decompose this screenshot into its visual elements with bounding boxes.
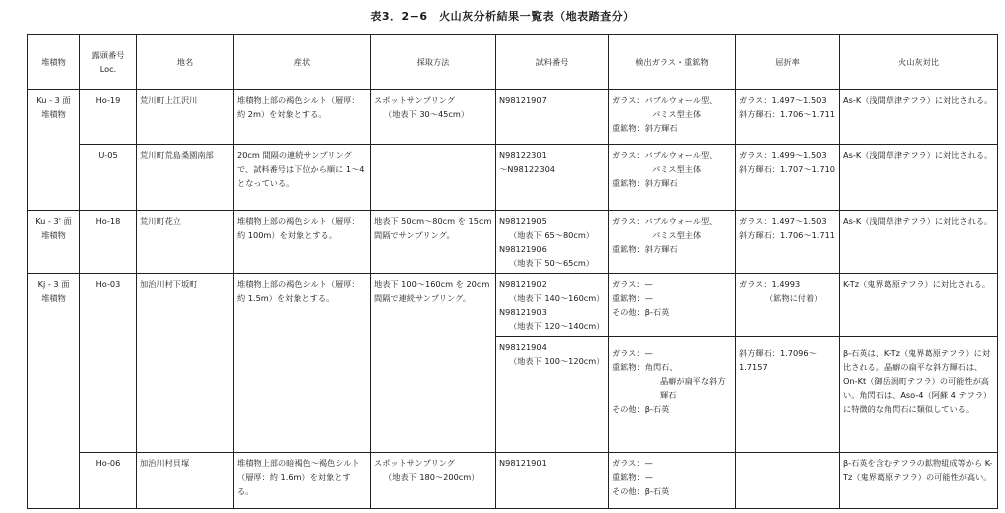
glass-cell	[609, 90, 736, 145]
stratum-name: Ku - 3' 面	[35, 216, 72, 226]
refraction-cell	[736, 274, 840, 337]
glass-line: パミス型主体	[652, 164, 702, 174]
loc-cell: U-05	[80, 145, 137, 211]
stratum-cell	[28, 274, 80, 509]
header-loc-sub: Loc.	[99, 64, 117, 74]
glass-cell	[609, 274, 736, 337]
glass-line: パミス型主体	[652, 109, 702, 119]
stratum-name: Kj - 3 面	[37, 279, 70, 289]
glass-line: 重鉱物：—	[612, 472, 653, 482]
sample-line: 〜N98122304	[499, 164, 555, 174]
glass-line: ガラス：バブルウォール型、	[612, 216, 718, 226]
sample-line: N98121902	[499, 279, 547, 289]
method-cell: 地表下 100〜160cm を 20cm 間隔で連続サンプリング。	[371, 274, 496, 453]
glass-line: パミス型主体	[652, 230, 702, 240]
method-depth: （地表下 30〜45cm）	[384, 109, 470, 119]
sample-line: N98122301	[499, 150, 547, 160]
loc-cell: Ho-03	[80, 274, 137, 453]
loc-cell: Ho-18	[80, 211, 137, 274]
glass-line: ガラス：—	[612, 279, 653, 289]
sample-depth: （地表下 100〜120cm）	[509, 356, 605, 366]
header-stratum: 堆積物	[28, 35, 80, 90]
place-cell: 荒川町上江沢川	[137, 90, 234, 145]
sample-cell: N98121901	[496, 453, 609, 509]
header-glass: 検出ガラス・重鉱物	[609, 35, 736, 90]
sample-cell: N98121907	[496, 90, 609, 145]
sample-depth: （地表下 50〜65cm）	[509, 258, 595, 268]
refraction-line: 斜方輝石：1.707〜1.710	[739, 164, 836, 174]
method-cell	[371, 453, 496, 509]
occurrence-cell: 堆積物上部の暗褐色〜褐色シルト（層厚：約 1.6m）を対象とする。	[234, 453, 371, 509]
glass-line: その他：β-石英	[612, 404, 670, 414]
glass-line: ガラス：—	[612, 348, 653, 358]
stratum-type: 堆積物	[41, 230, 66, 240]
glass-line: その他：β-石英	[612, 307, 670, 317]
method-cell	[371, 90, 496, 145]
refraction-line: ガラス：1.497〜1.503	[739, 95, 827, 105]
method-line: スポットサンプリング	[374, 95, 455, 105]
refraction-line: ガラス：1.4993	[739, 279, 801, 289]
stratum-name: Ku - 3 面	[36, 95, 71, 105]
glass-cell	[609, 211, 736, 274]
refraction-cell	[736, 211, 840, 274]
glass-line: その他：β-石英	[612, 486, 670, 496]
refraction-line: 斜方輝石：1.706〜1.711	[739, 109, 836, 119]
comparison-cell	[840, 337, 998, 453]
refraction-note: （鉱物に付着）	[765, 293, 823, 303]
header-loc	[80, 35, 137, 90]
stratum-type: 堆積物	[41, 293, 66, 303]
glass-line: ガラス：バブルウォール型、	[612, 95, 718, 105]
place-cell: 荒川町荒島桑園南部	[137, 145, 234, 211]
header-method: 採取方法	[371, 35, 496, 90]
place-cell: 加治川村下坂町	[137, 274, 234, 453]
loc-cell: Ho-19	[80, 90, 137, 145]
place-cell: 加治川村貝塚	[137, 453, 234, 509]
table-row	[28, 145, 998, 211]
loc-cell: Ho-06	[80, 453, 137, 509]
refraction-cell	[736, 453, 840, 509]
header-comparison: 火山灰対比	[840, 35, 998, 90]
sample-line: N98121903	[499, 307, 547, 317]
sample-depth: （地表下 120〜140cm）	[509, 321, 605, 331]
glass-line: 重鉱物：角閃石、	[612, 362, 678, 372]
glass-cell	[609, 453, 736, 509]
comparison-cell: K-Tz（鬼界葛原テフラ）に対比される。	[840, 274, 998, 337]
glass-line: 重鉱物：斜方輝石	[612, 178, 678, 188]
sample-cell	[496, 145, 609, 211]
method-line: スポットサンプリング	[374, 458, 455, 468]
sample-line: N98121904	[499, 342, 547, 352]
header-occurrence: 産状	[234, 35, 371, 90]
table-row	[28, 453, 998, 509]
refraction-cell	[736, 337, 840, 453]
header-loc-label: 露頭番号	[91, 50, 125, 60]
table-title: 表3．2−6 火山灰分析結果一覧表（地表踏査分）	[370, 10, 635, 23]
glass-line: 重鉱物：斜方輝石	[612, 123, 678, 133]
comparison-cell: As-K（浅間草津テフラ）に対比される。	[840, 145, 998, 211]
comparison-cell: As-K（浅間草津テフラ）に対比される。	[840, 211, 998, 274]
refraction-line: 斜方輝石：1.7096〜1.7157	[739, 348, 817, 372]
glass-cell	[609, 145, 736, 211]
sample-cell	[496, 337, 609, 453]
sample-cell	[496, 211, 609, 274]
comparison-cell: As-K（浅間草津テフラ）に対比される。	[840, 90, 998, 145]
comparison-cell: β-石英を含むテフラの鉱物組成等から K-Tz（鬼界葛原テフラ）の可能性が高い。	[840, 453, 998, 509]
stratum-cell	[28, 90, 80, 211]
table-row	[28, 211, 998, 274]
glass-line: ガラス：—	[612, 458, 653, 468]
comparison-text: β-石英は、K-Tz（鬼界葛原テフラ）に対比される。晶癖の扁平な斜方輝石は、On-Kt（御岳潟町テフラ）の可能性が高い。角閃石は、Aso-4（阿蘇 4 テフラ）に特徴的な角閃石に類似している。	[843, 348, 992, 414]
occurrence-cell: 堆積物上部の褐色シルト（層厚：約 1.5m）を対象とする。	[234, 274, 371, 453]
occurrence-cell: 堆積物上部の褐色シルト（層厚：約 100m）を対象とする。	[234, 211, 371, 274]
glass-line: ガラス：バブルウォール型、	[612, 150, 718, 160]
stratum-cell	[28, 211, 80, 274]
refraction-line: ガラス：1.497〜1.503	[739, 216, 827, 226]
glass-cell	[609, 337, 736, 453]
place-cell: 荒川町花立	[137, 211, 234, 274]
occurrence-cell: 堆積物上部の褐色シルト（層厚：約 2m）を対象とする。	[234, 90, 371, 145]
sample-depth: （地表下 65〜80cm）	[509, 230, 595, 240]
method-cell: 地表下 50cm〜80cm を 15cm 間隔でサンプリング。	[371, 211, 496, 274]
method-cell	[371, 145, 496, 211]
glass-line: 晶癖が扁平な斜方輝石	[660, 376, 726, 400]
sample-line: N98121906	[499, 244, 547, 254]
glass-line: 重鉱物：斜方輝石	[612, 244, 678, 254]
table-row	[28, 274, 998, 337]
occurrence-cell: 20cm 間隔の連続サンプリングで、試料番号は下位から順に 1〜4 となっている。	[234, 145, 371, 211]
header-sample: 試料番号	[496, 35, 609, 90]
volcanic-ash-results-table	[27, 34, 998, 509]
refraction-cell	[736, 90, 840, 145]
header-row	[28, 35, 998, 90]
refraction-cell	[736, 145, 840, 211]
method-depth: （地表下 180〜200cm）	[384, 472, 480, 482]
sample-line: N98121905	[499, 216, 547, 226]
glass-line: 重鉱物：—	[612, 293, 653, 303]
header-refraction: 屈折率	[736, 35, 840, 90]
sample-depth: （地表下 140〜160cm）	[509, 293, 605, 303]
sample-cell	[496, 274, 609, 337]
refraction-line: 斜方輝石：1.706〜1.711	[739, 230, 836, 240]
refraction-line: ガラス：1.499〜1.503	[739, 150, 827, 160]
header-place: 地名	[137, 35, 234, 90]
table-row	[28, 90, 998, 145]
stratum-type: 堆積物	[41, 109, 66, 119]
